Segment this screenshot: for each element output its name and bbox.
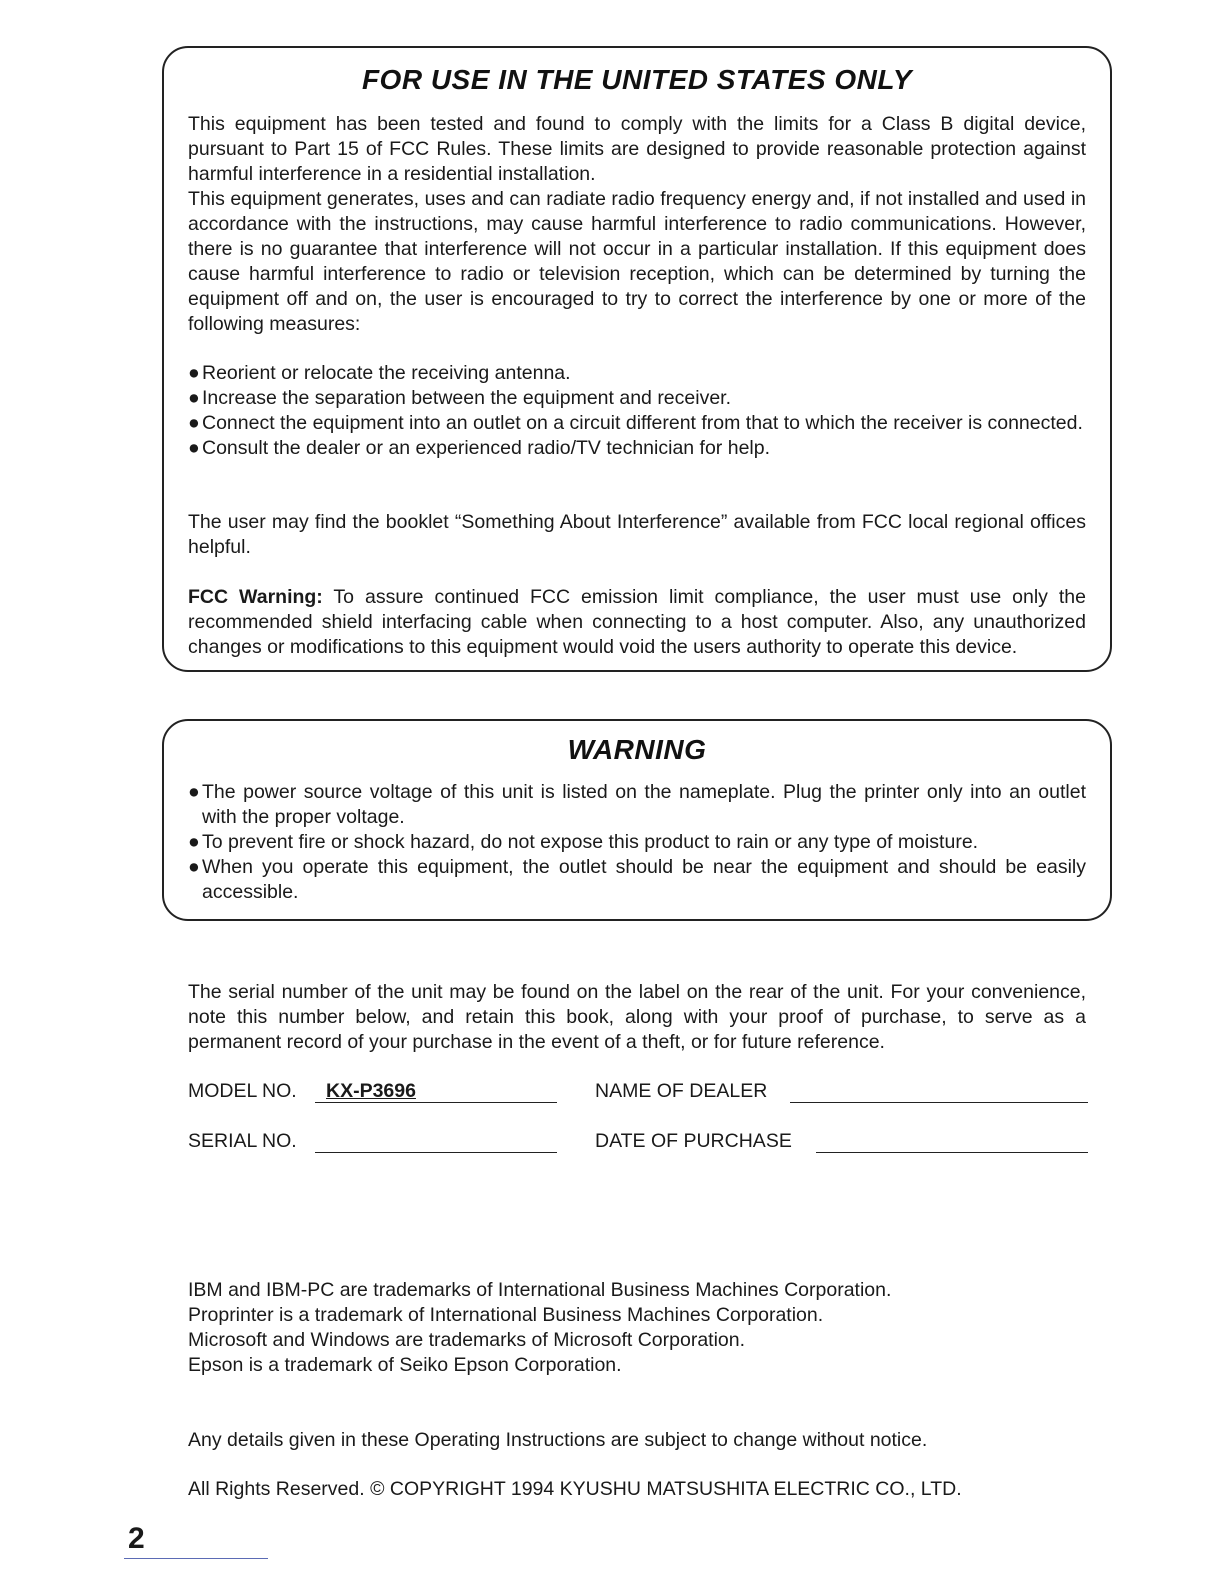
change-notice: Any details given in these Operating Instructions are subject to change without notice. (188, 1429, 928, 1451)
bullet-icon: ● (188, 831, 200, 853)
date-field-line (816, 1152, 1088, 1153)
list-item: ● Reorient or relocate the receiving antenna. (188, 362, 571, 384)
list-item: ● Connect the equipment into an outlet on a circuit different from that to which the receiver is connected. (188, 412, 1083, 434)
list-item: ● Consult the dealer or an experienced radio/TV technician for help. (188, 437, 771, 459)
trademark-list (188, 1278, 891, 1378)
list-item: ● When you operate this equipment, the outlet should be near the equipment and should be easily accessible. (188, 856, 1086, 903)
fcc-warning-label: FCC Warning: (188, 586, 323, 608)
trademark-line: Microsoft and Windows are trademarks of Microsoft Corporation. (188, 1329, 746, 1351)
trademark-line: Proprinter is a trademark of International Business Machines Corporation. (188, 1304, 824, 1326)
serial-field-line (315, 1152, 557, 1153)
trademark-line: IBM and IBM-PC are trademarks of International Business Machines Corporation. (188, 1279, 892, 1301)
warning-list (188, 780, 1086, 905)
fcc-box-title: FOR USE IN THE UNITED STATES ONLY (361, 64, 913, 95)
list-item: ● To prevent fire or shock hazard, do not expose this product to rain or any type of moisture. (188, 831, 979, 853)
trademark-line: Epson is a trademark of Seiko Epson Corporation. (188, 1354, 622, 1376)
page-number: 2 (128, 1522, 145, 1555)
fcc-warning-text: To assure continued FCC emission limit compliance, the user must use only the recommended shield interfacing cable when connecting to a host computer. Also, any unauthorized changes or modifications to this equipment would void the users authority to operate this device. (188, 586, 1086, 658)
serial-paragraph: The serial number of the unit may be found on the label on the rear of the unit. For your convenience, note this number below, and retain this book, along with your proof of purchase, to serve as a permanent record of your purchase in the event of a theft, or for future reference. (188, 981, 1086, 1053)
dealer-field-line (790, 1102, 1088, 1103)
date-label: DATE OF PURCHASE (595, 1130, 792, 1152)
fcc-measures-list (188, 361, 1086, 461)
page-number-rule (124, 1558, 268, 1559)
list-item: ● Increase the separation between the equipment and receiver. (188, 387, 732, 409)
model-label: MODEL NO. (188, 1080, 297, 1102)
bullet-icon: ● (188, 362, 200, 384)
serial-label: SERIAL NO. (188, 1130, 297, 1152)
bullet-icon: ● (188, 856, 200, 878)
model-value: KX-P3696 (326, 1080, 416, 1102)
dealer-label: NAME OF DEALER (595, 1080, 768, 1102)
bullet-icon: ● (188, 412, 200, 434)
copyright-line: All Rights Reserved. © COPYRIGHT 1994 KYUSHU MATSUSHITA ELECTRIC CO., LTD. (188, 1478, 962, 1500)
fcc-warning-paragraph (188, 585, 1086, 660)
warning-box-title: WARNING (567, 734, 707, 765)
bullet-icon: ● (188, 437, 200, 459)
fcc-paragraph-3: The user may find the booklet “Something About Interference” available from FCC local regional offices helpful. (188, 511, 1086, 558)
list-item: ● The power source voltage of this unit is listed on the nameplate. Plug the printer only into an outlet with the proper voltage. (188, 781, 1086, 828)
fcc-paragraph-2: This equipment generates, uses and can radiate radio frequency energy and, if not installed and used in accordance with the instructions, may cause harmful interference to radio communications. However, there is no guarantee that interference will not occur in a particular installation. If this equipment does cause harmful interference to radio or television reception, which can be determined by turning the equipment off and on, the user is encouraged to try to correct the interference by one or more of the following measures: (188, 188, 1086, 335)
fcc-paragraph-1: This equipment has been tested and found to comply with the limits for a Class B digital device, pursuant to Part 15 of FCC Rules. These limits are designed to provide reasonable protection against harmful interference in a residential installation. (188, 113, 1086, 185)
bullet-icon: ● (188, 781, 200, 803)
bullet-icon: ● (188, 387, 200, 409)
